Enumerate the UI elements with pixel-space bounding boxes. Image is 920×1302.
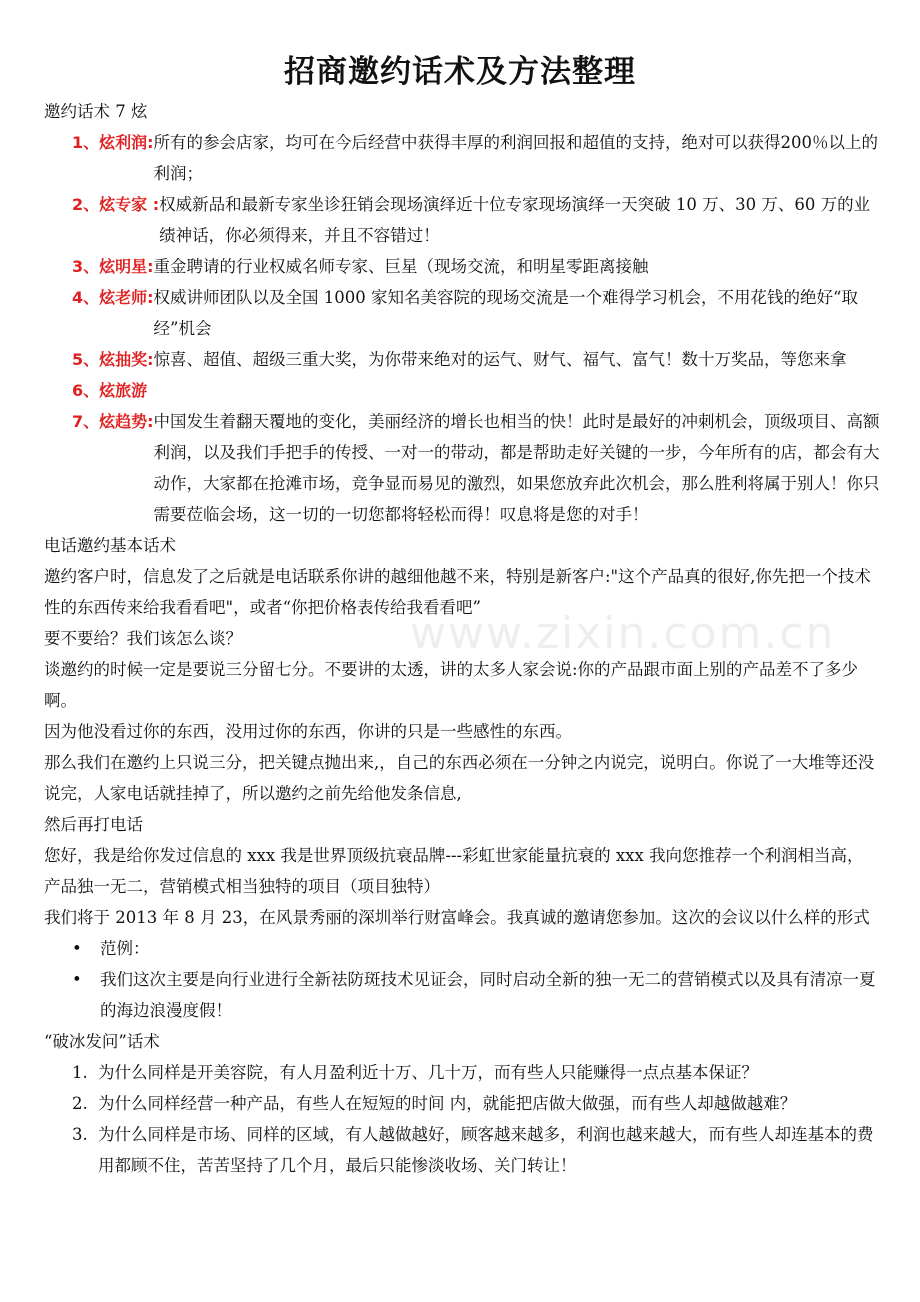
paragraph: 邀约客户时，信息发了之后就是电话联系你讲的越细他越不来，特别是新客户:"这个产品真的很好,你先把一个技术性的东西传来给我看看吧"，或者“你把价格表传给我看看吧” <box>44 567 871 617</box>
item-number: 3. <box>72 1125 88 1144</box>
bullet-text: 范例： <box>100 939 150 958</box>
item-text: 为什么同样经营一种产品，有些人在短短的时间 内，就能把店做大做强，而有些人却越做越难？ <box>98 1094 797 1113</box>
item-text: 为什么同样是开美容院，有人月盈利近十万、几十万，而有些人只能赚得一点点基本保证？ <box>98 1063 758 1082</box>
item-label: 1、炫利润: <box>72 133 154 152</box>
list-item <box>44 127 880 189</box>
watermark: www.zixin.com.cn <box>410 608 836 659</box>
item-label: 7、炫趋势: <box>72 412 154 431</box>
item-label: 5、炫抽奖: <box>72 350 154 369</box>
item-label: 2、炫专家 : <box>72 195 160 214</box>
item-text: 权威新品和最新专家坐诊狂销会现场演绎近十位专家现场演绎一天突破 10 万、30 万、60 万的业绩神话，你必须得来，并且不容错过！ <box>159 195 871 245</box>
paragraph: 要不要给？我们该怎么谈？ <box>44 629 242 648</box>
list-item <box>44 375 880 406</box>
item-number: 1. <box>72 1063 88 1082</box>
item-text <box>147 375 880 406</box>
item-text: 权威讲师团队以及全国 1000 家知名美容院的现场交流是一个难得学习机会，不用花钱的绝好“取经”机会 <box>153 288 858 338</box>
paragraph: 然后再打电话 <box>44 815 143 834</box>
document-body <box>44 96 880 1181</box>
paragraph: 谈邀约的时候一定是要说三分留七分。不要讲的太透，讲的太多人家会说:你的产品跟市面上别的产品差不了多少啊。 <box>44 660 859 710</box>
numbered-item <box>44 1088 880 1119</box>
section-heading-phone: 电话邀约基本话术 <box>44 536 176 555</box>
list-item <box>44 251 880 282</box>
item-text: 重金聘请的行业权威名师专家、巨星（现场交流，和明星零距离接触 <box>153 257 649 276</box>
item-label: 6、炫旅游 <box>72 381 148 400</box>
paragraph: 因为他没看过你的东西，没用过你的东西，你讲的只是一些感性的东西。 <box>44 722 572 741</box>
bullet-item <box>44 964 880 1026</box>
item-text: 中国发生着翻天覆地的变化，美丽经济的增长也相当的快！此时是最好的冲刺机会，顶级项目、高额利润，以及我们手把手的传授、一对一的带动，都是帮助走好关键的一步，今年所有的店，都会有大动作，大家都在抢滩市场，竞争显而易见的激烈，如果您放弃此次机会，那么胜利将属于别人！你只需要莅临会场，这一切的一切您都将轻松而得！叹息将是您的对手！ <box>153 412 880 524</box>
paragraph: 那么我们在邀约上只说三分，把关键点抛出来,，自己的东西必须在一分钟之内说完，说明白。你说了一大堆等还没说完，人家电话就挂掉了，所以邀约之前先给他发条信息, <box>44 753 875 803</box>
bullet-text: 我们这次主要是向行业进行全新祛防斑技术见证会，同时启动全新的独一无二的营销模式以及具有清凉一夏的海边浪漫度假！ <box>100 970 876 1020</box>
bullet-item <box>44 933 880 964</box>
bullet-icon: • <box>72 939 82 958</box>
item-label: 4、炫老师: <box>72 288 154 307</box>
section-heading-7-xuan: 邀约话术 7 炫 <box>44 102 148 121</box>
item-number: 2. <box>72 1094 88 1113</box>
section-heading-icebreaker: “破冰发问”话术 <box>44 1032 160 1051</box>
list-item <box>44 406 880 530</box>
bullet-icon: • <box>72 970 82 989</box>
list-item <box>44 344 880 375</box>
list-item <box>44 282 880 344</box>
item-text: 惊喜、超值、超级三重大奖，为你带来绝对的运气、财气、福气、富气！数十万奖品，等您来拿 <box>153 350 847 369</box>
numbered-item <box>44 1119 880 1181</box>
item-label: 3、炫明星: <box>72 257 154 276</box>
item-text: 所有的参会店家，均可在今后经营中获得丰厚的利润回报和超值的支持，绝对可以获得200％以上的利润； <box>153 133 879 183</box>
page-title: 招商邀约话术及方法整理 <box>284 54 636 90</box>
paragraph: 您好，我是给你发过信息的 xxx 我是世界顶级抗衰品牌---彩虹世家能量抗衰的 xxx 我向您推荐一个利润相当高，产品独一无二，营销模式相当独特的项目（项目独特） <box>44 846 864 896</box>
list-item <box>44 189 880 251</box>
paragraph: 我们将于 2013 年 8 月 23，在风景秀丽的深圳举行财富峰会。我真诚的邀请您参加。这次的会议以什么样的形式 <box>44 908 870 927</box>
numbered-item <box>44 1057 880 1088</box>
item-text: 为什么同样是市场、同样的区域，有人越做越好，顾客越来越多，利润也越来越大，而有些人却连基本的费用都顾不住，苦苦坚持了几个月，最后只能惨淡收场、关门转让！ <box>98 1125 874 1175</box>
